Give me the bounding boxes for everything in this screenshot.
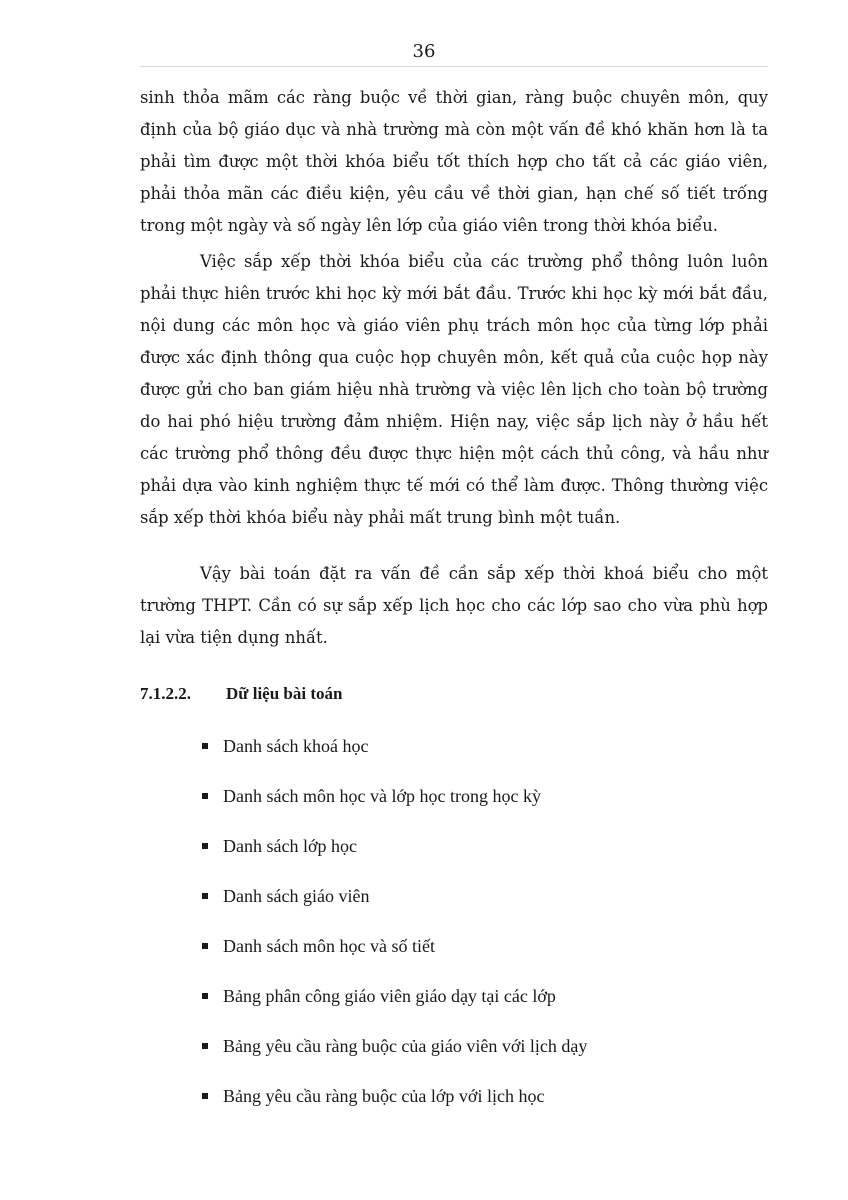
page-number: 36: [412, 41, 436, 62]
list-item-label: Bảng phân công giáo viên giáo dạy tại các lớp: [223, 985, 556, 1006]
square-bullet-icon: [202, 893, 208, 899]
list-item: [202, 871, 768, 921]
list-item: [202, 771, 768, 821]
document-body: [140, 82, 768, 1121]
paragraph-continuation: sinh thỏa mãm các ràng buộc về thời gian, ràng buộc chuyên môn, quy định của bộ giáo dục và nhà trường mà còn một vấn đề khó khăn hơn là ta phải tìm được một thời khóa biểu tốt thích hợp cho tất cả các giáo viên, phải thỏa mãn các điều kiện, yêu cầu về thời gian, hạn chế số tiết trống trong một ngày và số ngày lên lớp của giáo viên trong thời khóa biểu.: [140, 88, 768, 235]
list-item: [202, 921, 768, 971]
square-bullet-icon: [202, 1093, 208, 1099]
list-item: [202, 971, 768, 1021]
square-bullet-icon: [202, 1043, 208, 1049]
square-bullet-icon: [202, 743, 208, 749]
list-item-label: Danh sách khoá học: [223, 735, 369, 756]
list-item-label: Danh sách môn học và số tiết: [223, 935, 435, 956]
header-divider: [140, 66, 768, 67]
square-bullet-icon: [202, 793, 208, 799]
list-item-label: Bảng yêu cầu ràng buộc của lớp với lịch học: [223, 1085, 545, 1106]
square-bullet-icon: [202, 943, 208, 949]
list-item: [202, 721, 768, 771]
section-title: Dữ liệu bài toán: [226, 684, 343, 703]
paragraph-scheduling-process: Việc sắp xếp thời khóa biểu của các trường phổ thông luôn luôn phải thực hiên trước khi học kỳ mới bắt đầu. Trước khi học kỳ mới bắt đầu, nội dung các môn học và giáo viên phụ trách môn học của từng lớp phải được xác định thông qua cuộc họp chuyên môn, kết quả của cuộc họp này được gửi cho ban giám hiệu nhà trường và việc lên lịch cho toàn bộ trường do hai phó hiệu trường đảm nhiệm. Hiện nay, việc sắp lịch này ở hầu hết các trường phổ thông đều được thực hiện một cách thủ công, và hầu như phải dựa vào kinh nghiệm thực tế mới có thể làm được. Thông thường việc sắp xếp thời khóa biểu này phải mất trung bình một tuần.: [140, 252, 768, 527]
list-item-label: Danh sách giáo viên: [223, 885, 370, 906]
list-item: [202, 1071, 768, 1121]
section-heading: [140, 679, 768, 709]
list-item-label: Bảng yêu cầu ràng buộc của giáo viên với lịch dạy: [223, 1035, 588, 1056]
data-items-list: [140, 721, 768, 1121]
square-bullet-icon: [202, 843, 208, 849]
list-item: [202, 1021, 768, 1071]
list-item: [202, 821, 768, 871]
paragraph-problem-statement: Vậy bài toán đặt ra vấn đề cần sắp xếp thời khoá biểu cho một trường THPT. Cần có sự sắp xếp lịch học cho các lớp sao cho vừa phù hợp lại vừa tiện dụng nhất.: [140, 564, 768, 647]
list-item-label: Danh sách môn học và lớp học trong học kỳ: [223, 785, 541, 806]
list-item-label: Danh sách lớp học: [223, 835, 357, 856]
section-number: 7.1.2.2.: [140, 684, 191, 703]
square-bullet-icon: [202, 993, 208, 999]
